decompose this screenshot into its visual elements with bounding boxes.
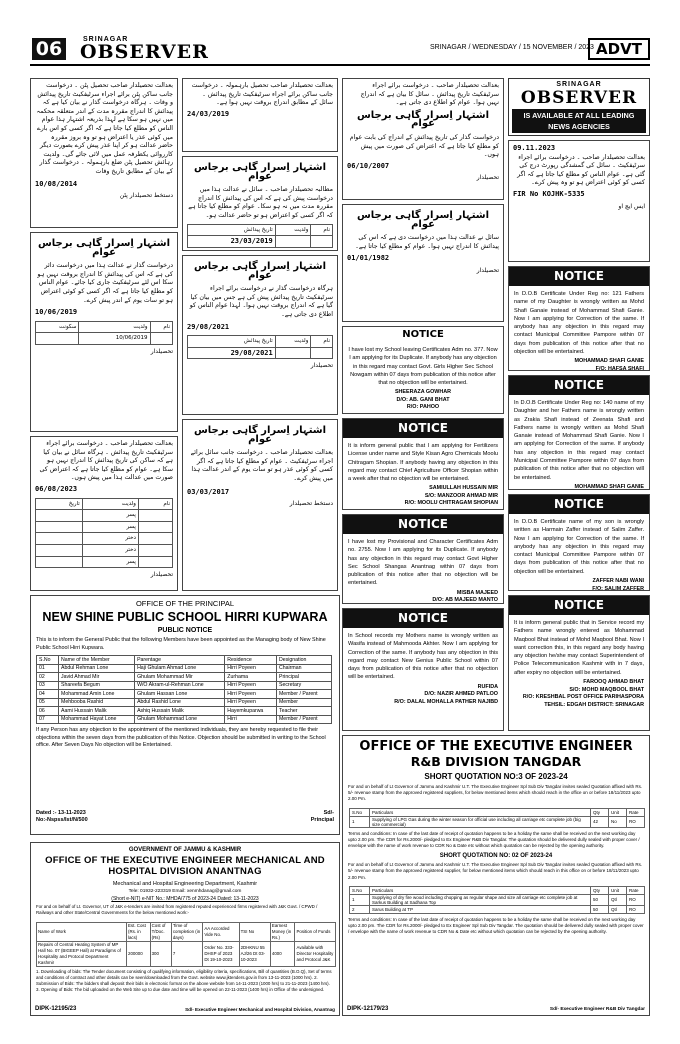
notice-signature: دستخط تحصیلدار (289, 500, 333, 508)
tender-contact: Tele: 01932-223319 Email: xenmhdanag@gmail.com (128, 889, 242, 894)
notice-body: It is inform general public that I am applying for Fertilizers License under name and Style Kisan Agro Chemicals Moolu Chitragam Shopian. If anybody having any objection in this regard may contact Chief Agriculture Officer Shopian within a week after that no objection will be entertained. (348, 443, 498, 483)
notice-date: 29/08/2021 (187, 322, 230, 331)
urdu-notice-d1 (508, 140, 650, 262)
tender-nit: (Short e-NIT) e-NIT No.: MHDA/775 of 2023-24 Dated: 13-11-2023 (111, 896, 259, 902)
school-dated: Dated :- 13-11-2023 No:-Nspss/Ist/N/500 (36, 810, 88, 823)
notice-title: NOTICE (343, 419, 503, 438)
notice-title: NOTICE (509, 596, 649, 615)
notice-title: اشتہار اِسرار گاہی برجاس عوام (193, 162, 327, 182)
rb-division: R&B DIVISION TANGDAR (410, 754, 582, 769)
notice-sig-2: F/O: SALIM ZAFFER (592, 585, 644, 591)
notice-sig-1: FAROOQ AHMAD BHAT (583, 679, 644, 686)
notice-sig-2: S/O: MOHD MAQBOOL BHAT (569, 686, 644, 693)
school-office: OFFICE OF THE PRINCIPAL (135, 599, 235, 608)
notice-body: سائل نے عدالت ہذا میں درخواست دی ہے کہ اس کی پیدائش کا اندراج نہیں ہوا۔ عوام کو مطلع کیا جاتا ہے۔ (355, 234, 499, 250)
table-row: 2 Sarus Building at TP 50 Qtl RO (350, 905, 645, 913)
masthead (0, 0, 680, 66)
notice-signature: تحصیلدار (150, 571, 173, 579)
table-row: Repairs of Central Heating System of MP Hall No. 07 (BIGEEP Hall) at Paradigms of Hospitality and Protocol Department Kashmir 200000 300 7 Order No. 333-DHSP of 2023 Dt 19-10-2023 2DHKNU 55 AJ/26 Dt 03-10-2023 4000 Available with Director Hospitality and Protocol J&K (37, 942, 336, 967)
rb-division-tangdar-notice (342, 735, 650, 1016)
table-row: 02 Javid Ahmad Mir Ghulam Mohammad Mir Zurhama Principal (37, 673, 332, 682)
notice-date: 06/08/2023 (35, 484, 78, 493)
page-number: 06 (32, 38, 66, 60)
urdu-notice-b3 (182, 255, 338, 415)
notice-title: NOTICE (343, 609, 503, 628)
quotation-1-table (349, 808, 645, 828)
tender-intro: For and on behalf of Lt. Governor, UT of J&K e-tenders are invited from registered reputed experienced firms registered with J&K Govt. / CPWD / Railways and other State/Central Governments for the below mentioned work:- (36, 904, 318, 915)
notice-sig-4: TEHSIL: EDGAH DISTRICT: SRINAGAR (544, 701, 644, 708)
notice-body: I have lost my Provisional and Character Certificates Adm no. 2755. Now I am applying for its Duplicate. If anybody has any objection in this regard may contact Govt Higher Sec School Shangas Anantnag within 07 days from publication of this notice after that no objection will be entertained. (348, 539, 498, 587)
urdu-notice-b4 (182, 419, 338, 591)
urdu-notice-b2 (182, 156, 338, 251)
notice-title: NOTICE (343, 327, 503, 342)
notice-body-2: درخواست گذار کی تاریخ پیدائش کے اندراج کی بابت عوام کو مطلع کیا جاتا ہے کہ اعتراض کی صورت میں پیش ہوں۔ (349, 133, 499, 159)
notice-table: نام ولدیت سکونت 10/06/2019 (35, 321, 173, 345)
notice-body: مطالبہ تحصیلدار صاحب ۔ سائل نے عدالت ہذا میں درخواست پیش کی ہے کہ اس کی پیدائش کا اندراج مقررہ مدت میں نہ ہو سکا۔ عوام کو مطلع کیا جاتا ہے کہ اگر کسی کو اعتراض ہو تو حاضر عدالت ہو۔ (188, 186, 333, 219)
notice-title: NOTICE (343, 515, 503, 534)
notice-body: I have lost my School leaving Certificates Adm no. 377. Now I am applying for its Duplicate. If anybody has any objection in this regard may contact Govt. Girls Higher Sec School Nowgam within 07 days from publication of this notice after that no objection will be entertained. (348, 347, 498, 387)
notice-sig-1: MOHAMMAD SHAFI GANIE (574, 483, 644, 490)
dateline: SRINAGAR / WEDNESDAY / 15 NOVEMBER / 2023 (430, 44, 594, 51)
notice-sig-2: D/O: AB. GANI BHAT (396, 396, 450, 403)
quotation-1-terms: Terms and conditions: In case of the last date of receipt of quotation happens to be a holiday the same shall be received on the next working day upto 2.00 pm. The CDR for Rs.2000/- pledged to Ex Engineer R&B Div Tangdar. The quotation should be delivered dully sealed with proper cover / envelope with the name of work revenue to CDR No & Date etc without which quotation can be rejected by the opening authority. (348, 830, 640, 849)
notice-signature: ایس ایچ او (618, 202, 645, 210)
notice-sig-3: R/O: KRESHBAL POST OFFICE PARIHASPORA (522, 694, 644, 701)
notice-date: 01/01/1982 (347, 254, 390, 263)
tender-terms: 1. Downloading of bids: The Tender document consisting of qualifying information, eligibility criteria, specifications, Bill of quantities (B.O.Q), Set of terms and conditions of contract and other details can be seen/downloaded from the Govt. website www.jktenders.gov.in from 13-11-2023 (1000 hrs). 2. Submission of Bids: The bidders shall deposit their bids in electronic format on the above website from 14-11-2023 (1000 hrs) to 21-11-2023 (1400 hrs). 3. Opening of Bids: The bid uploaded on the Web Site up to due date and time will be opened on 22-11-2023 (1400 hrs) in Office of the undersigned. (36, 969, 332, 992)
quotation-2-intro: For and on behalf of Lt Governor of Jammu and Kashmir U.T. The Executive Engineer Spl Sub Div Tangdar invites sealed Quotation affixed with Rs. 5/- revenue stamp from the approved registered supplier, for below mentioned items which should reach in this office on or before 18/11/2023 upto 2.00 Pm. (348, 862, 643, 880)
table-header: Name of Work Est. Cost (Rs. in lacs) Cost of T/Doc. (Rs) Time of completion (in days) AA Accorded Vide No. TSI No Earnest Money (in Rs.) Position of Funds (37, 923, 336, 942)
urdu-notice-c2 (342, 204, 504, 322)
ad-tagline: IS AVAILABLE AT ALL LEADING NEWS AGENCIES (512, 109, 646, 133)
notice-table: نام ولدیت تاریخ پسر پسر دختر دختر پسر (35, 498, 173, 569)
notice-sig-3: R/O: PAHOO (406, 404, 440, 411)
notice-sig-3: R/O: DALAL MOHALLA PATHER NAJIBD (394, 698, 498, 705)
notice-table: نام ولدیت تاریخ پیدائش 29/08/2021 (187, 335, 333, 359)
table-row: 04 Mohammad Amin Lone Ghulam Hassan Lone Hirri Poyeen Member / Parent (37, 690, 332, 699)
table-header: S.No Name of the Member Parentage Residence Designation (37, 656, 332, 665)
notice-service-record (508, 595, 650, 731)
rb-signature: Sd/- Executive Engineer R&B Div Tangdar (549, 1007, 645, 1012)
notice-sig-1: MISBA MAJEED (456, 589, 498, 596)
quotation-2-terms: Terms and conditions: In case of the last date of receipt of quotation happens to be a holiday the same shall be received on the next working day upto 2.00 pm. The CDR for Rs.2000/- pledged to Ex Engineer Spl Sub Div Tangdar. The quotation should be delivered dully sealed with proper cover / envelope with the name of work revenue to CDR No & Date etc without which quotation can be rejected by the opening authority. (348, 916, 644, 935)
notice-sig-2: D/O: AB MAJEED MANTO (432, 597, 498, 604)
notice-sig-2: S/O: MANZOOR AHMAD MIR (424, 492, 498, 499)
notice-date: 10/08/2014 (35, 179, 78, 188)
notice-lost-certificate (342, 326, 504, 414)
quotation-1-intro: For and on behalf of Lt Governor of Jammu and Kashmir U.T. The Executive Engineer Spl Sub Div Tangdar invites sealed Quotation affixed with Rs. 5/- revenue stamp from the approved registered suppliers, for below mentioned items which should reach in the office on or before 18/11/2023 upto 2.00 Pm. (348, 784, 643, 802)
notice-title: NOTICE (509, 376, 649, 395)
notice-sig-3: R/O: MOOLU CHITRAGAM SHOPIAN (404, 500, 498, 507)
urdu-notice-b1 (182, 78, 338, 152)
urdu-notice-c1 (342, 78, 504, 200)
notice-signature: تحصیلدار (476, 266, 499, 274)
tender-table (36, 922, 336, 967)
rb-office: OFFICE OF THE EXECUTIVE ENGINEER (359, 739, 633, 754)
table-row: 05 Mehbooba Rashid Abdul Rashid Lone Hirri Poyeen Member (37, 698, 332, 707)
notice-sig-2: F/O: HAFSA SHAFI (595, 365, 644, 371)
notice-title: اشتہار اِسرار گاہی برجاس عوام (193, 425, 327, 445)
members-table (36, 655, 332, 724)
notice-body: In D.O.B Certificate name of my son is wrongly written as Harmain Zaffer instead of Salim Zaffer. Now I am applying for Correction of the same. If anybody has any objection in this regard may contact Municipal Committee Pampore within 07 days from publication of this notice after that no objection will be entertained. (514, 519, 644, 575)
table-header: S.No Particulars Qty Unit Rate (350, 886, 645, 894)
notice-signature: تحصیلدار (150, 347, 173, 355)
ad-logo: OBSERVER (520, 88, 638, 108)
table-row: 06 Aami Hussain Malik Ashiq Hussain Malik Hayemkuparwa Teacher (37, 707, 332, 716)
quotation-2-table (349, 886, 645, 914)
logo-top: SRINAGAR (83, 36, 129, 43)
notice-title: NOTICE (509, 495, 649, 514)
notice-body: In School records my Mothers name is wrongly written as Wasifa instead of Mahmooda Akhter. Now I am applying for Correction of the same. If anybody has any objection in this regard may contact New Genius Public School within 07 days from publication of this notice after that no objection will be entertained. (348, 633, 498, 681)
tender-notice-anantnag (30, 842, 340, 1016)
school-intro: This is to inform the General Public that the following Members have been appointed as the Managing body of New Shine Public School Hirri Kupwara. (36, 637, 326, 651)
logo: OBSERVER (80, 41, 209, 63)
notice-fertilizer-license (342, 418, 504, 510)
tender-dipk: DIPK-12195/23 (35, 1006, 77, 1012)
notice-body: It is inform general public that in Service record my Fathers name wrongly entered as Mohammad Maqbool Bhat instead of Mohd Maqbool Bhat. Now I want correction this, in this regard any body having any objection he/she may contact Superintendent of Police Telecommunication Kashmir with in 7 days, after expiry no objection will be entertained. (514, 620, 644, 676)
notice-signature: تحصیلدار (310, 362, 333, 370)
notice-sig-1: RUFIDA (477, 683, 498, 690)
notice-body: بعدالت تحصیلدار صاحب ۔ درخواست برائے اجراء سرٹیفکیٹ تاریخ پیدائش ۔ سائل کا بیان ہے کہ اندراج نہیں ہوا۔ عوام کو اطلاع دی جاتی ہے۔ (360, 82, 499, 107)
table-row: 07 Mohammad Hayat Lone Ghulam Mohammad Lone Hirri Member / Parent (37, 715, 332, 724)
tender-signature: Sd/- Executive Engineer Mechanical and Hospital Division, Anantnag (185, 1007, 335, 1012)
quotation-2-title: SHORT QUOTATION NO: 02 OF 2023-24 (439, 853, 553, 860)
notice-body: بعدالت تحصیلدار صاحب تحصیل پٹن ۔ درخواست جانب ساکن پٹن برائے اجراء سرٹیفکیٹ تاریخ پیدائش و وفات ۔ ہرگاہ درخواست گذار نے بیان کیا ہے کہ پیدائش کا اندراج مقررہ مدت کے اندر متعلقہ محکمہ میں نہیں ہو سکا ہے لہذا بذریعہ اشتہار ہذا عوام الناس کو مطلع کیا جاتا ہے کہ اگر کسی کو اس بارے میں کوئی عذر یا اعتراض ہو تو وہ بروز مقررہ حاضر عدالت ہو کر اپنا عذر پیش کرے بصورت دیگر کارروائی یکطرفہ عمل میں لائی جائے گی۔ ولدیت رہائش تحصیل پٹن ضلع بارہمولہ ۔ درخواست گذار کے بیان کے مطابق تاریخ وفات (36, 82, 173, 175)
fir-number: FIR No KOJHK-5335 (513, 189, 585, 198)
notice-sig-2: D/O: NAZIR AHMED PATLOO (424, 691, 498, 698)
notice-title: اشتہار اِسرار گاہی برجاس عوام (37, 238, 171, 258)
urdu-notice-a2 (30, 232, 178, 432)
school-public-notice (30, 595, 340, 835)
header-rule (30, 64, 650, 66)
notice-date: 03/03/2017 (187, 487, 230, 496)
notice-table: نام ولدیت تاریخ پیدائش 23/03/2019 (187, 224, 333, 248)
notice-date: 24/03/2019 (187, 109, 230, 118)
table-row: 1 Supplying of dry fire wood including chopping as regular shape and size all carriage etc complete job at Sarkus Building at Sadhana Top 50 Qtl RO (350, 894, 645, 905)
rb-dipk: DIPK-12179/23 (347, 1006, 389, 1012)
notice-dob-son (508, 494, 650, 591)
notice-title: اشتہار اِسرار گاہی برجاس عوام (356, 210, 490, 230)
school-principal: Sd/- Principal (310, 810, 334, 823)
urdu-notice-a3 (30, 436, 178, 591)
school-footer: If any Person has any objection to the appointment of the mentioned individuals, they are hereby requested to file their objections within the seven days from the publication of this Notice. Objection should be submitted in writing to the School office. After Seven Days No objection will be Entertained. (36, 727, 326, 748)
school-name: NEW SHINE PUBLIC SCHOOL HIRRI KUPWARA (42, 610, 328, 624)
notice-sig-1: ZAFFER NABI WANI (592, 578, 644, 585)
table-row: 03 Shareefa Begum W/O Akram-ul-Rehman Lone Hirri Poyeen Secretary (37, 681, 332, 690)
notice-body: درخواست گذار نے عدالت ہذا میں درخواست دائر کی ہے کہ اس کی پیدائش کا اندراج بروقت نہیں ہو سکا اس لئے سرٹیفکیٹ جاری کیا جائے۔ عوام الناس کو مطلع کیا جاتا ہے کہ اگر کسی کو کوئی اعتراض ہو تو سات یوم کے اندر پیش کرے۔ (37, 262, 173, 304)
notice-body: بعدالت تحصیلدار صاحب ۔ درخواست جانب سائل برائے اجراء سرٹیفکیٹ ۔ عوام کو مطلع کیا جاتا ہے کہ اگر کسی کو کوئی عذر ہو تو سات یوم کے اندر عدالت ہذا میں پیش کرے۔ (190, 449, 333, 482)
tender-gov: GOVERNMENT OF JAMMU & KASHMIR (128, 847, 242, 853)
notice-body: In D.O.B Certificate Under Reg no: 140 name of my Daughter and her Fathers name is wrongly written as Zrakia Shafi instead of Zeenata Shafi and Fathers name is wrongly written as Mohd Shafi Ganaie instead of Mohammad Shafi Ganie. Now I am applying for Correction of the same. If anybody has any objection in this regard may contact Municipal Committee Pampore within 07 days from publication of this notice after that no objection will be entertained. (514, 400, 644, 481)
notice-date: 06/10/2007 (347, 161, 390, 170)
notice-body: بعدالت تحصیلدار صاحب ۔ درخواست برائے اجراء سرٹیفکیٹ تاریخ پیدائش ۔ ہرگاہ سائل نے بیان کیا ہے کہ ساکن کی تاریخ پیدائش کا اندراج نہیں ہو سکا ہے۔ عوام کو مطلع کیا جاتا ہے کہ اعتراض کی صورت میں عدالت ہذا میں پیش ہوں۔ (39, 440, 173, 482)
notice-date: 10/06/2019 (35, 308, 78, 317)
notice-signature: تحصیلدار (476, 174, 499, 182)
notice-dob-121 (508, 266, 650, 371)
notice-body: ہرگاہ درخواست گذار نے درخواست برائے اجراء سرٹیفکیٹ تاریخ پیدائش پیش کی ہے جس میں بیان کیا گیا ہے کہ اندراج بروقت نہیں ہوا۔ لہذا عوام الناس کو اطلاع دی جاتی ہے۔ (189, 285, 333, 318)
notice-sig-1: SHEERAZA GOWHAR (394, 389, 452, 396)
table-row: 1 Supplying of LPG Gas during the winter season for official use including all carriage etc complete job (big size commercial) 42 No RO (350, 816, 645, 827)
tender-dept: Mechanical and Hospital Engineering Department, Kashmir (112, 881, 258, 887)
quotation-1-title: SHORT QUOTATION NO:3 OF 2023-24 (424, 772, 568, 781)
notice-signature: دستخط تحصیلدار پٹن (119, 192, 173, 200)
notice-title: اشتہار اِسرار گاہی برجاس عوام (193, 261, 327, 281)
notice-sig-1: SAMIULLAH HUSSAIN MIR (429, 485, 498, 492)
tender-office: OFFICE OF THE EXECUTIVE ENGINEER MECHANICAL AND HOSPITAL DIVISION ANANTNAG (45, 855, 325, 877)
notice-body: بعدالت تحصیلدار صاحب تحصیل بارہمولہ ۔ درخواست جانب ساکن برائے اجراء سرٹیفکیٹ تاریخ پیدائش ۔ سائل کے مطابق اندراج بروقت نہیں ہوا ہے۔ (191, 82, 333, 107)
notice-body: بعدالت تحصیلدار صاحب ۔ درخواست برائے اجراء سرٹیفکیٹ ۔ سائل کی گمشدگی رپورٹ درج کی گئی ہے۔ عوام الناس کو مطلع کیا جاتا ہے کہ اگر کسی کو کوئی اعتراض ہو تو وہ پیش کرے۔ (517, 153, 645, 187)
table-header: S.No Particulars Qty Unit Rate (350, 808, 645, 816)
notice-date: 09.11.2023 (513, 144, 556, 152)
notice-sig-1: MOHAMMAD SHAFI GANIE (574, 358, 644, 365)
notice-body: In D.O.B Certificate Under Reg no: 121 Fathers name of my Daughter is wrongly written as Mohd Shafi Ganaie instead of Mohammad Shafi Ganie. Now I am applying for Correction of the same. If anybody has any objection in this regard may contact Municipal Committee Pampore within 07 days from publication of this notice after that no objection will be entertained. (514, 291, 644, 356)
observer-ad (508, 78, 650, 136)
ad-top: SRINAGAR (556, 81, 602, 88)
section-label: ADVT (588, 38, 650, 60)
notice-dob-140 (508, 375, 650, 490)
notice-title: NOTICE (509, 267, 649, 286)
urdu-notice-a1 (30, 78, 178, 228)
school-subtitle: PUBLIC NOTICE (157, 627, 213, 634)
table-row: 01 Abdul Rehman Lone Haji Ghulam Ahmad Lone Hirri Poyeen Chairman (37, 664, 332, 673)
notice-provisional-certificate (342, 514, 504, 604)
notice-title: اشتہار اِسرار گاہی برجاس عوام (356, 109, 490, 130)
notice-mother-name (342, 608, 504, 731)
